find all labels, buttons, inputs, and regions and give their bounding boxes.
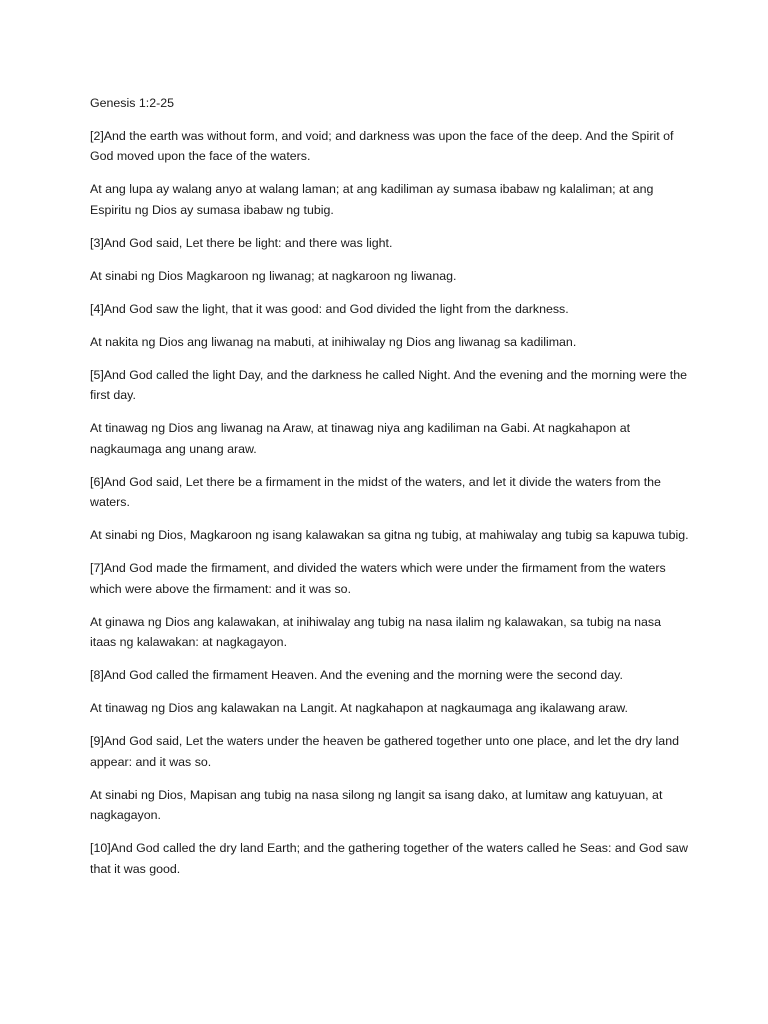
verse-paragraph: [10]And God called the dry land Earth; and the gathering together of the waters called he Seas: and God saw that it was good.	[90, 841, 688, 876]
verse-paragraph: [8]And God called the firmament Heaven. And the evening and the morning were the second day.	[90, 668, 623, 682]
verse-paragraph: At sinabi ng Dios Magkaroon ng liwanag; at nagkaroon ng liwanag.	[90, 268, 457, 283]
verse-paragraph: [5]And God called the light Day, and the darkness he called Night. And the evening and the morning were the first day.	[90, 367, 687, 402]
verse-paragraph: At sinabi ng Dios, Mapisan ang tubig na nasa silong ng langit sa isang dako, at lumitaw ang katuyuan, at nagkagayon.	[90, 787, 663, 822]
verse-paragraph: [2]And the earth was without form, and void; and darkness was upon the face of the deep. And the Spirit of God moved upon the face of the waters.	[90, 128, 674, 163]
verse-paragraph: [7]And God made the firmament, and divided the waters which were under the firmament from the waters which were above the firmament: and it was so.	[90, 561, 666, 596]
verse-paragraph: [9]And God said, Let the waters under the heaven be gathered together unto one place, and let the dry land appear: and it was so.	[90, 734, 679, 769]
verse-paragraph: At sinabi ng Dios, Magkaroon ng isang kalawakan sa gitna ng tubig, at mahiwalay ang tubig sa kapuwa tubig.	[90, 528, 689, 542]
verse-paragraph: [3]And God said, Let there be light: and there was light.	[90, 235, 393, 250]
verse-paragraph: At ang lupa ay walang anyo at walang laman; at ang kadiliman ay sumasa ibabaw ng kalaliman; at ang Espiritu ng Dios ay sumasa ibabaw ng tubig.	[90, 182, 654, 217]
verse-paragraph: [6]And God said, Let there be a firmament in the midst of the waters, and let it divide the waters from the waters.	[90, 474, 661, 509]
verse-paragraph: At tinawag ng Dios ang kalawakan na Langit. At nagkahapon at nagkaumaga ang ikalawang araw.	[90, 701, 628, 715]
document-title: Genesis 1:2-25	[90, 96, 175, 110]
verse-paragraph: [4]And God saw the light, that it was good: and God divided the light from the darkness.	[90, 301, 569, 316]
document-body	[90, 93, 690, 892]
verse-paragraph: At nakita ng Dios ang liwanag na mabuti, at inihiwalay ng Dios ang liwanag sa kadiliman.	[90, 334, 577, 349]
verse-paragraph: At tinawag ng Dios ang liwanag na Araw, at tinawag niya ang kadiliman na Gabi. At nagkahapon at nagkaumaga ang unang araw.	[90, 421, 631, 456]
verse-paragraph: At ginawa ng Dios ang kalawakan, at inihiwalay ang tubig na nasa ilalim ng kalawakan, sa tubig na nasa itaas ng kalawakan: at nagkagayon.	[90, 614, 662, 649]
